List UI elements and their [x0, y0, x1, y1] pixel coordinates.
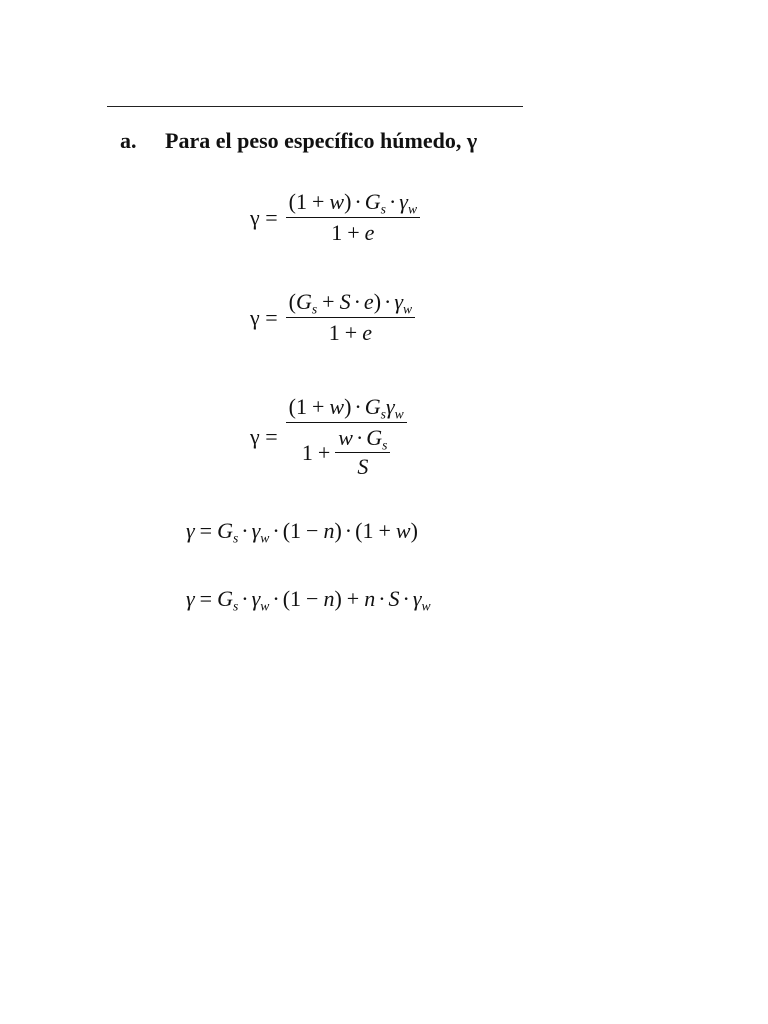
equation-1-fraction [286, 191, 420, 244]
section-heading [120, 128, 477, 154]
equation-1 [250, 191, 420, 244]
equation-2-denominator: 1 + e [328, 320, 372, 345]
equation-3-inner-fraction [335, 427, 390, 478]
equation-5: $\gamma = G_s \cdot \gamma_w \cdot (1 - n) + n \cdot S \cdot \gamma_w$ [186, 586, 431, 614]
equation-2-numerator: $(G_s + S \cdot e) \cdot \gamma_w$ [288, 289, 413, 317]
equation-3-inner-denominator: S [357, 454, 369, 479]
equation-2 [250, 291, 415, 344]
equation-3-lhs: γ = [250, 424, 278, 449]
equation-2-lhs: γ = [250, 304, 278, 330]
equation-1-lhs: γ = [250, 204, 278, 230]
equation-2-fraction [286, 291, 415, 344]
equation-4: $\gamma = G_s \cdot \gamma_w \cdot (1 - n) \cdot (1 + w)$ [186, 518, 418, 546]
heading-label: a. [120, 128, 137, 153]
equation-1-numerator: $(1 + w) \cdot G_s \cdot \gamma_w$ [288, 189, 418, 217]
equation-3-fraction [286, 396, 407, 478]
equation-3-denominator: 1 + $\frac{w \cdot G_s}{S}$ [299, 423, 394, 478]
equation-3 [250, 396, 407, 478]
top-rule [107, 106, 523, 107]
heading-text: Para el peso específico húmedo, γ [165, 128, 478, 153]
equation-3-numerator: $(1 + w) \cdot G_s\gamma_w$ [288, 394, 404, 422]
equation-1-denominator: 1 + e [331, 220, 375, 245]
equation-3-inner-numerator: $w \cdot G_s$ [338, 425, 388, 453]
